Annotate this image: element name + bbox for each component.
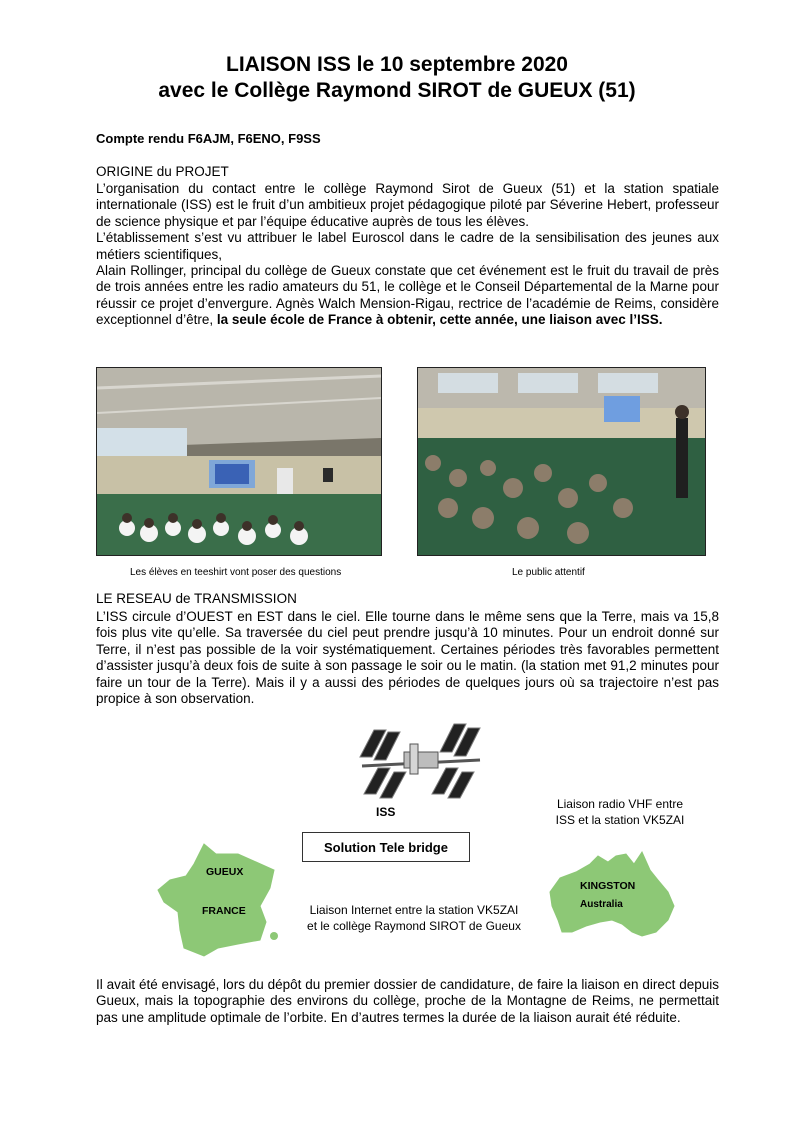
section-heading-reseau: LE RESEAU de TRANSMISSION: [96, 591, 297, 606]
iss-illustration: [352, 722, 487, 800]
section1-body: [96, 181, 719, 329]
vhf-link-text: [520, 796, 720, 828]
section-heading-origine: ORIGINE du PROJET: [96, 164, 229, 179]
vhf-link-line-1: Liaison radio VHF entre: [556, 797, 684, 811]
internet-link-line-1: Liaison Internet entre la station VK5ZAI: [309, 903, 519, 917]
photo-audience: [417, 367, 706, 556]
france-label: FRANCE: [202, 905, 246, 917]
byline: Compte rendu F6AJM, F6ENO, F9SS: [96, 131, 321, 146]
section1-paragraph-3-bold: la seule école de France à obtenir, cette année, une liaison avec l’ISS.: [216, 312, 663, 328]
section2-body: L’ISS circule d’OUEST en EST dans le ciel. Elle tourne dans le même sens que la Terre, mais va 15,8 fois plus vite qu’elle. Sa traversée du ciel peut prendre jusqu’à 10 minutes. Pour un endroit donné sur Terre, il n’est pas possible de la voir systématiquement. Certaines périodes très favorables permettent d’assister jusqu’à deux fois de suite à son passage le soir ou le matin. (la station met 91,2 minutes pour faire un tour de la Terre). Mais il y a aussi des périodes de quelques jours où sa trajectoire n’est pas propice à son observation.: [96, 609, 719, 707]
section1-paragraph-3: [96, 263, 719, 329]
page-title-line1: LIAISON ISS le 10 septembre 2020: [226, 53, 568, 76]
photo-students-gym: [96, 367, 382, 556]
telebridge-box: Solution Tele bridge: [302, 832, 470, 862]
france-map: [156, 840, 278, 960]
gueux-label: GUEUX: [206, 866, 244, 878]
australia-label: Australia: [580, 899, 623, 910]
kingston-label: KINGSTON: [580, 880, 636, 892]
internet-link-text: [284, 902, 544, 934]
vhf-link-line-2: ISS et la station VK5ZAI: [555, 813, 685, 827]
photo-caption-2: Le public attentif: [512, 567, 585, 578]
section1-paragraph-2: L’établissement s’est vu attribuer le label Euroscol dans le cadre de la sensibilisation des jeunes aux métiers scientifiques,: [96, 230, 719, 262]
section1-paragraph-1: L’organisation du contact entre le collège Raymond Sirot de Gueux (51) et la station spatiale internationale (ISS) est le fruit d’un ambitieux projet pédagogique piloté par Séverine Hebert, professeur de science physique et par l’équipe éducative auprès de tous les élèves.: [96, 181, 719, 229]
internet-link-line-2: et le collège Raymond SIROT de Gueux: [307, 919, 521, 933]
closing-paragraph: Il avait été envisagé, lors du dépôt du premier dossier de candidature, de faire la liaison en direct depuis Gueux, mais la topographie des environs du collège, proche de la Montagne de Reims, ne permettait pas une amplitude optimale de l’orbite. En d’autres termes la durée de la liaison aurait été réduite.: [96, 977, 719, 1025]
iss-label: ISS: [376, 805, 396, 819]
page-title-line2: avec le Collège Raymond SIROT de GUEUX (51): [158, 79, 636, 102]
section1-paragraph-3-text: Alain Rollinger, principal du collège de Gueux constate que cet événement est le fruit du travail de près de trois années entre les radio amateurs du 51, le collège et le Conseil Départemental de la Marne pour réussir ce projet d’envergure. Agnès Walch Mension-Rigau, rectrice de l’académie de Reims, considère exceptionnel d’être,: [96, 263, 719, 328]
australia-map: [546, 850, 678, 940]
photo-caption-1: Les élèves en teeshirt vont poser des questions: [130, 567, 342, 578]
